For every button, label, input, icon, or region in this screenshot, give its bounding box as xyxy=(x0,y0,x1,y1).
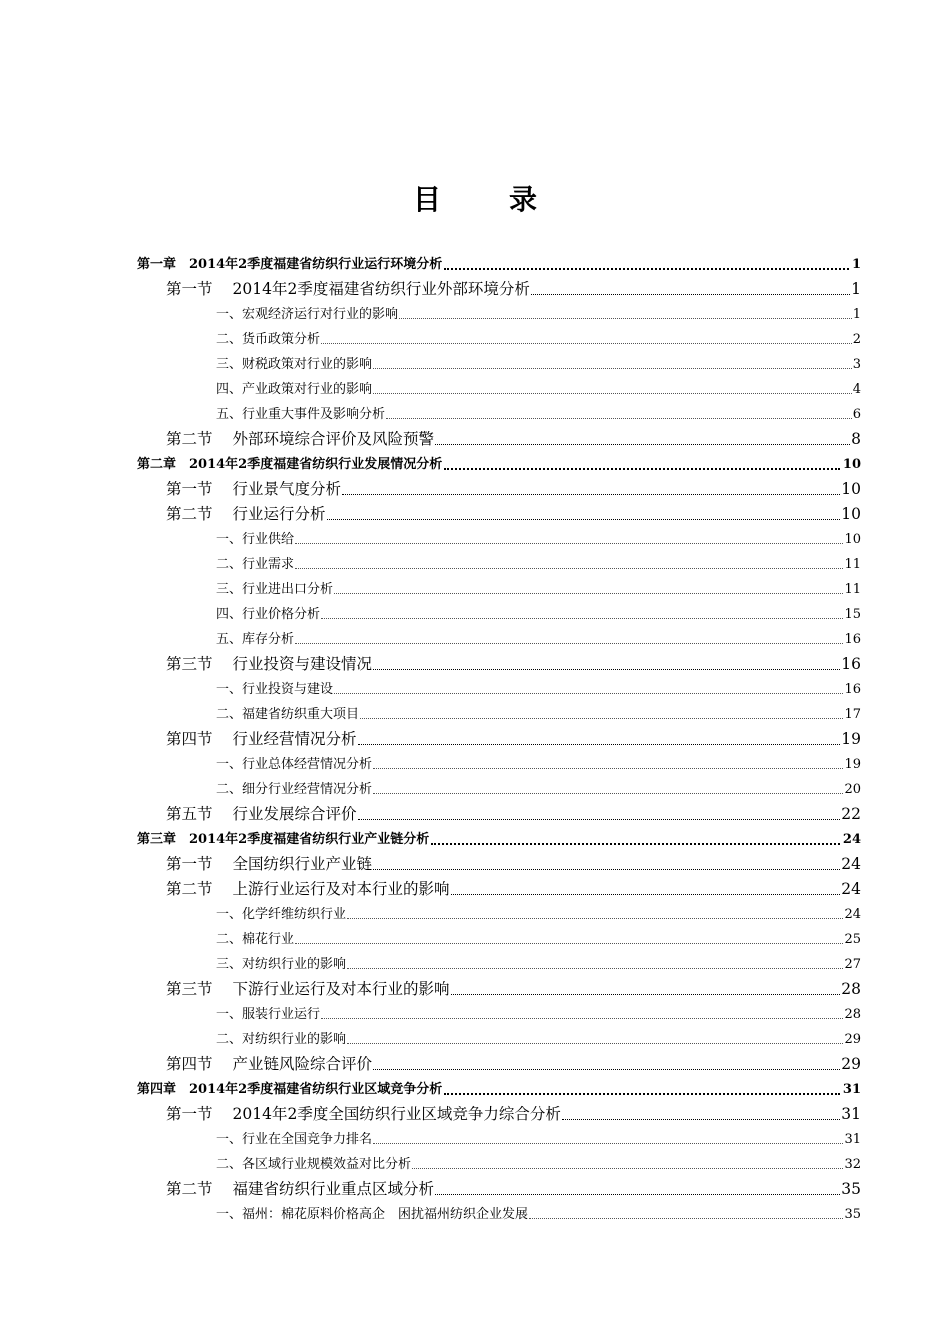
toc-section-prefix: 第三节 xyxy=(166,980,213,998)
toc-section-prefix: 第四节 xyxy=(166,1055,213,1073)
dot-leader xyxy=(295,637,843,644)
toc-entry-label: 四、产业政策对行业的影响 xyxy=(216,382,373,397)
toc-item[interactable] xyxy=(137,627,861,652)
toc-section-name: 行业经营情况分析 xyxy=(232,730,357,748)
toc-section-name: 2014年2季度全国纺织行业区域竞争力综合分析 xyxy=(232,1105,561,1123)
toc-section-name: 下游行业运行及对本行业的影响 xyxy=(232,980,450,998)
toc-section-name: 全国纺织行业产业链 xyxy=(232,855,373,873)
toc-item[interactable] xyxy=(137,752,861,777)
toc-entry-label: 第二章 2014年2季度福建省纺织行业发展情况分析 xyxy=(137,457,443,472)
toc-entry-label: 二、行业需求 xyxy=(216,557,295,572)
toc-page-number: 3 xyxy=(852,357,861,372)
toc-entry-label: 五、行业重大事件及影响分析 xyxy=(216,407,386,422)
dot-leader xyxy=(321,1012,843,1019)
toc-page-number: 11 xyxy=(844,582,861,597)
toc-page-number: 6 xyxy=(852,407,861,422)
toc-entry-label: 一、化学纤维纺织行业 xyxy=(216,907,347,922)
dot-leader xyxy=(444,462,840,470)
toc-entry-label xyxy=(166,1177,434,1202)
toc-section-prefix: 第二节 xyxy=(166,880,213,898)
toc-item[interactable] xyxy=(137,352,861,377)
dot-leader xyxy=(412,1162,843,1169)
toc-section-prefix: 第五节 xyxy=(166,805,213,823)
toc-item[interactable] xyxy=(137,327,861,352)
toc-entry-label xyxy=(166,802,357,827)
dot-leader xyxy=(531,288,850,295)
toc-item[interactable] xyxy=(137,777,861,802)
toc-page-number: 1 xyxy=(851,257,861,272)
dot-leader xyxy=(373,762,843,769)
dot-leader xyxy=(334,587,843,594)
toc-item[interactable] xyxy=(137,952,861,977)
dot-leader xyxy=(321,612,843,619)
toc-section-prefix: 第二节 xyxy=(166,1180,213,1198)
toc-section-prefix: 第一节 xyxy=(166,480,213,498)
toc-section[interactable] xyxy=(137,502,861,527)
toc-page-number: 10 xyxy=(842,457,861,472)
dot-leader xyxy=(295,537,843,544)
dot-leader xyxy=(327,513,841,520)
toc-item[interactable] xyxy=(137,527,861,552)
toc-item[interactable] xyxy=(137,1027,861,1052)
toc-page-number: 19 xyxy=(844,757,861,772)
toc-page-number: 17 xyxy=(844,707,861,722)
dot-leader xyxy=(342,488,840,495)
toc-page-number: 28 xyxy=(844,1007,861,1022)
dot-leader xyxy=(435,438,850,445)
toc-entry-label: 第四章 2014年2季度福建省纺织行业区域竞争分析 xyxy=(137,1082,443,1097)
toc-item[interactable] xyxy=(137,1127,861,1152)
table-of-contents xyxy=(137,252,861,1227)
toc-page-number: 15 xyxy=(844,607,861,622)
toc-entry-label: 二、细分行业经营情况分析 xyxy=(216,782,373,797)
dot-leader xyxy=(347,1037,843,1044)
toc-chapter[interactable] xyxy=(137,452,861,477)
dot-leader xyxy=(295,562,843,569)
toc-section[interactable] xyxy=(137,727,861,752)
toc-entry-label: 第三章 2014年2季度福建省纺织行业产业链分析 xyxy=(137,832,430,847)
toc-page-number: 10 xyxy=(844,532,861,547)
dot-leader xyxy=(347,912,843,919)
dot-leader xyxy=(529,1212,843,1219)
dot-leader xyxy=(373,787,843,794)
toc-section-prefix: 第三节 xyxy=(166,655,213,673)
toc-section[interactable] xyxy=(137,852,861,877)
toc-section-name: 行业投资与建设情况 xyxy=(232,655,373,673)
dot-leader xyxy=(451,888,841,895)
toc-page-number: 25 xyxy=(844,932,861,947)
toc-page-number: 31 xyxy=(844,1132,861,1147)
toc-page-number: 22 xyxy=(841,805,861,823)
toc-title: 目 录 xyxy=(412,183,557,216)
toc-section-prefix: 第一节 xyxy=(166,855,213,873)
toc-page-number: 31 xyxy=(841,1105,861,1123)
toc-entry-label xyxy=(166,852,372,877)
toc-entry-label: 五、库存分析 xyxy=(216,632,295,647)
toc-page-number: 16 xyxy=(841,655,861,673)
toc-section-name: 2014年2季度福建省纺织行业外部环境分析 xyxy=(232,280,530,298)
toc-page-number: 35 xyxy=(844,1207,861,1222)
toc-entry-label: 一、行业供给 xyxy=(216,532,295,547)
toc-entry-label xyxy=(166,727,357,752)
toc-entry-label: 一、宏观经济运行对行业的影响 xyxy=(216,307,399,322)
toc-entry-label: 三、对纺织行业的影响 xyxy=(216,957,347,972)
toc-page-number: 1 xyxy=(851,280,861,298)
dot-leader xyxy=(373,362,852,369)
toc-item[interactable] xyxy=(137,552,861,577)
toc-item[interactable] xyxy=(137,702,861,727)
dot-leader xyxy=(360,712,843,719)
toc-section-prefix: 第一节 xyxy=(166,1105,213,1123)
toc-page-number: 10 xyxy=(841,505,861,523)
toc-page-number: 1 xyxy=(852,307,861,322)
dot-leader xyxy=(373,387,852,394)
toc-page-number: 10 xyxy=(841,480,861,498)
dot-leader xyxy=(373,1137,843,1144)
toc-section[interactable] xyxy=(137,1052,861,1077)
toc-item[interactable] xyxy=(137,1202,861,1227)
toc-section[interactable] xyxy=(137,1102,861,1127)
toc-section-name: 行业运行分析 xyxy=(232,505,326,523)
toc-section-prefix: 第四节 xyxy=(166,730,213,748)
toc-section-prefix: 第二节 xyxy=(166,505,213,523)
toc-chapter[interactable] xyxy=(137,1077,861,1102)
toc-section-name: 行业发展综合评价 xyxy=(232,805,357,823)
toc-page-number: 35 xyxy=(841,1180,861,1198)
toc-item[interactable] xyxy=(137,602,861,627)
toc-entry-label xyxy=(166,977,450,1002)
toc-entry-label: 二、货币政策分析 xyxy=(216,332,321,347)
toc-entry-label xyxy=(166,277,530,302)
toc-page-number: 24 xyxy=(844,907,861,922)
dot-leader xyxy=(435,1188,840,1195)
toc-entry-label xyxy=(166,652,372,677)
toc-entry-label xyxy=(166,877,450,902)
toc-section[interactable] xyxy=(137,802,861,827)
toc-entry-label: 二、各区域行业规模效益对比分析 xyxy=(216,1157,412,1172)
toc-section-name: 产业链风险综合评价 xyxy=(232,1055,373,1073)
toc-item[interactable] xyxy=(137,377,861,402)
dot-leader xyxy=(373,663,840,670)
toc-entry-label: 一、行业总体经营情况分析 xyxy=(216,757,373,772)
dot-leader xyxy=(444,262,849,270)
toc-entry-label xyxy=(166,502,326,527)
toc-entry-label: 二、福建省纺织重大项目 xyxy=(216,707,360,722)
toc-item[interactable] xyxy=(137,1002,861,1027)
toc-entry-label: 四、行业价格分析 xyxy=(216,607,321,622)
toc-page-number: 16 xyxy=(844,632,861,647)
toc-section[interactable] xyxy=(137,652,861,677)
toc-page-number: 24 xyxy=(842,832,861,847)
toc-page-number: 20 xyxy=(844,782,861,797)
toc-entry-label: 一、服装行业运行 xyxy=(216,1007,321,1022)
dot-leader xyxy=(399,312,852,319)
dot-leader xyxy=(373,1063,840,1070)
toc-entry-label: 二、对纺织行业的影响 xyxy=(216,1032,347,1047)
toc-entry-label: 一、行业投资与建设 xyxy=(216,682,334,697)
dot-leader xyxy=(373,863,840,870)
toc-section-name: 上游行业运行及对本行业的影响 xyxy=(232,880,450,898)
toc-item[interactable] xyxy=(137,402,861,427)
toc-section[interactable] xyxy=(137,427,861,452)
toc-entry-label: 一、行业在全国竞争力排名 xyxy=(216,1132,373,1147)
dot-leader xyxy=(358,813,841,820)
toc-entry-label: 二、棉花行业 xyxy=(216,932,295,947)
toc-chapter[interactable] xyxy=(137,827,861,852)
toc-entry-label: 一、福州：棉花原料价格高企 困扰福州纺织企业发展 xyxy=(216,1207,529,1222)
toc-section-prefix: 第一节 xyxy=(166,280,213,298)
dot-leader xyxy=(347,962,843,969)
toc-entry-label xyxy=(166,1102,561,1127)
toc-chapter[interactable] xyxy=(137,252,861,277)
toc-page-number: 24 xyxy=(841,855,861,873)
toc-entry-label xyxy=(166,427,434,452)
toc-page-number: 4 xyxy=(852,382,861,397)
toc-page-number: 28 xyxy=(841,980,861,998)
toc-page-number: 11 xyxy=(844,557,861,572)
dot-leader xyxy=(321,337,852,344)
toc-page-number: 24 xyxy=(841,880,861,898)
toc-entry-label xyxy=(166,1052,372,1077)
dot-leader xyxy=(431,837,840,845)
toc-section[interactable] xyxy=(137,477,861,502)
toc-page-number: 16 xyxy=(844,682,861,697)
toc-section-name: 外部环境综合评价及风险预警 xyxy=(232,430,435,448)
toc-item[interactable] xyxy=(137,1152,861,1177)
toc-entry-label: 三、财税政策对行业的影响 xyxy=(216,357,373,372)
toc-section-name: 行业景气度分析 xyxy=(232,480,342,498)
toc-item[interactable] xyxy=(137,927,861,952)
toc-section[interactable] xyxy=(137,877,861,902)
toc-item[interactable] xyxy=(137,577,861,602)
dot-leader xyxy=(451,988,841,995)
toc-section-prefix: 第二节 xyxy=(166,430,213,448)
dot-leader xyxy=(386,412,852,419)
dot-leader xyxy=(562,1113,840,1120)
dot-leader xyxy=(444,1087,840,1095)
toc-page-number: 8 xyxy=(851,430,861,448)
toc-section[interactable] xyxy=(137,977,861,1002)
dot-leader xyxy=(358,738,841,745)
toc-page-number: 29 xyxy=(841,1055,861,1073)
toc-page-number: 19 xyxy=(841,730,861,748)
dot-leader xyxy=(334,687,843,694)
dot-leader xyxy=(295,937,843,944)
toc-entry-label xyxy=(166,477,341,502)
toc-item[interactable] xyxy=(137,902,861,927)
toc-entry-label: 三、行业进出口分析 xyxy=(216,582,334,597)
toc-page-number: 32 xyxy=(844,1157,861,1172)
toc-page-number: 2 xyxy=(852,332,861,347)
toc-section-name: 福建省纺织行业重点区域分析 xyxy=(232,1180,435,1198)
toc-page-number: 29 xyxy=(844,1032,861,1047)
toc-entry-label: 第一章 2014年2季度福建省纺织行业运行环境分析 xyxy=(137,257,443,272)
toc-section[interactable] xyxy=(137,1177,861,1202)
toc-page-number: 27 xyxy=(844,957,861,972)
toc-section[interactable] xyxy=(137,277,861,302)
toc-item[interactable] xyxy=(137,302,861,327)
toc-item[interactable] xyxy=(137,677,861,702)
toc-page-number: 31 xyxy=(842,1082,861,1097)
